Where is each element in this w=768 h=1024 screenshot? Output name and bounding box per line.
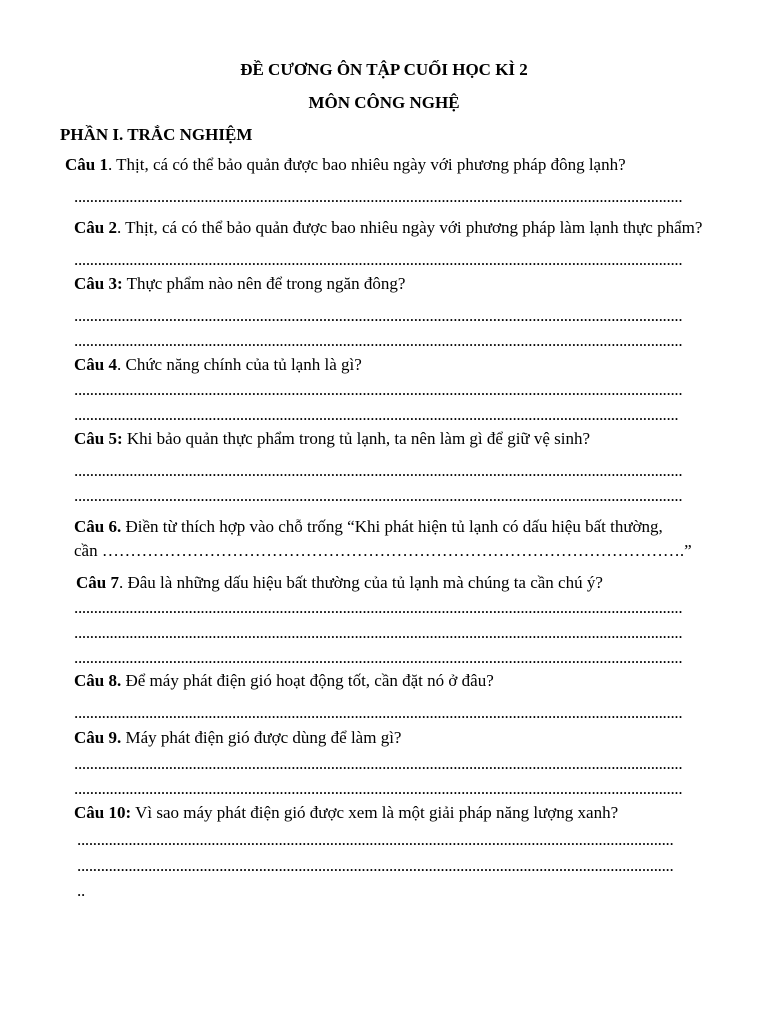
question-text: . Đâu là những dấu hiệu bất thường của tủ lạnh mà chúng ta cần chú ý? xyxy=(118,573,603,592)
answer-line: ....................................................................................................................................................... xyxy=(77,830,674,849)
question-label: Câu 10: xyxy=(74,803,132,822)
question-label: Câu 7 xyxy=(76,573,119,592)
question-text: . Chức năng chính của tủ lạnh là gì? xyxy=(116,355,362,374)
question-9 xyxy=(74,728,401,748)
question-text: Máy phát điện gió được dùng để làm gì? xyxy=(121,728,402,747)
answer-line: .......................................................................................................................................................... xyxy=(74,331,683,350)
question-text: Khi bảo quản thực phẩm trong tủ lạnh, ta nên làm gì để giữ vệ sinh? xyxy=(122,429,591,448)
answer-line: .......................................................................................................................................................... xyxy=(74,187,683,206)
question-text: Vì sao máy phát điện gió được xem là một giải pháp năng lượng xanh? xyxy=(131,803,619,822)
question-6-continuation: cần ………………………………………………………………………………………….” xyxy=(74,541,692,560)
question-8 xyxy=(74,671,494,691)
answer-line: .......................................................................................................................................................... xyxy=(74,703,683,722)
question-label: Câu 1 xyxy=(65,155,108,174)
question-1 xyxy=(65,155,626,175)
answer-line: ....................................................................................................................................................... xyxy=(77,856,674,875)
answer-line: .......................................................................................................................................................... xyxy=(74,754,683,773)
answer-line: .......................................................................................................................................................... xyxy=(74,623,683,642)
question-7 xyxy=(76,573,603,593)
question-label: Câu 5: xyxy=(74,429,123,448)
question-2 xyxy=(74,218,702,238)
question-3 xyxy=(74,274,405,294)
question-label: Câu 9. xyxy=(74,728,122,747)
section-heading: PHẦN I. TRẮC NGHIỆM xyxy=(60,125,253,144)
answer-line: ......................................................................................................................................................... xyxy=(74,405,679,424)
question-label: Câu 3: xyxy=(74,274,123,293)
question-label: Câu 6. xyxy=(74,517,122,536)
question-text: Thực phẩm nào nên để trong ngăn đông? xyxy=(122,274,406,293)
answer-line: .......................................................................................................................................................... xyxy=(74,306,683,325)
question-label: Câu 2 xyxy=(74,218,117,237)
question-4 xyxy=(74,355,362,375)
answer-line: .......................................................................................................................................................... xyxy=(74,779,683,798)
question-text: Điền từ thích hợp vào chỗ trống “Khi phát hiện tủ lạnh có dấu hiệu bất thường, xyxy=(121,517,663,536)
question-label: Câu 4 xyxy=(74,355,117,374)
question-text: Để máy phát điện gió hoạt động tốt, cần đặt nó ở đâu? xyxy=(121,671,494,690)
question-5 xyxy=(74,429,590,449)
answer-line: .......................................................................................................................................................... xyxy=(74,648,683,667)
document-title: ĐỀ CƯƠNG ÔN TẬP CUỐI HỌC KÌ 2 xyxy=(240,60,528,79)
answer-line: .......................................................................................................................................................... xyxy=(74,598,683,617)
answer-line: .......................................................................................................................................................... xyxy=(74,486,683,505)
question-text: . Thịt, cá có thể bảo quản được bao nhiêu ngày với phương pháp làm lạnh thực phẩm? xyxy=(116,218,703,237)
question-10 xyxy=(74,803,618,823)
answer-line: .......................................................................................................................................................... xyxy=(74,461,683,480)
question-label: Câu 8. xyxy=(74,671,122,690)
answer-line: .......................................................................................................................................................... xyxy=(74,380,683,399)
question-6 xyxy=(74,517,663,537)
answer-line: .......................................................................................................................................................... xyxy=(74,250,683,269)
question-text: . Thịt, cá có thể bảo quản được bao nhiêu ngày với phương pháp đông lạnh? xyxy=(107,155,626,174)
subject-title: MÔN CÔNG NGHỆ xyxy=(308,93,460,112)
answer-line-tail: .. xyxy=(77,881,85,900)
